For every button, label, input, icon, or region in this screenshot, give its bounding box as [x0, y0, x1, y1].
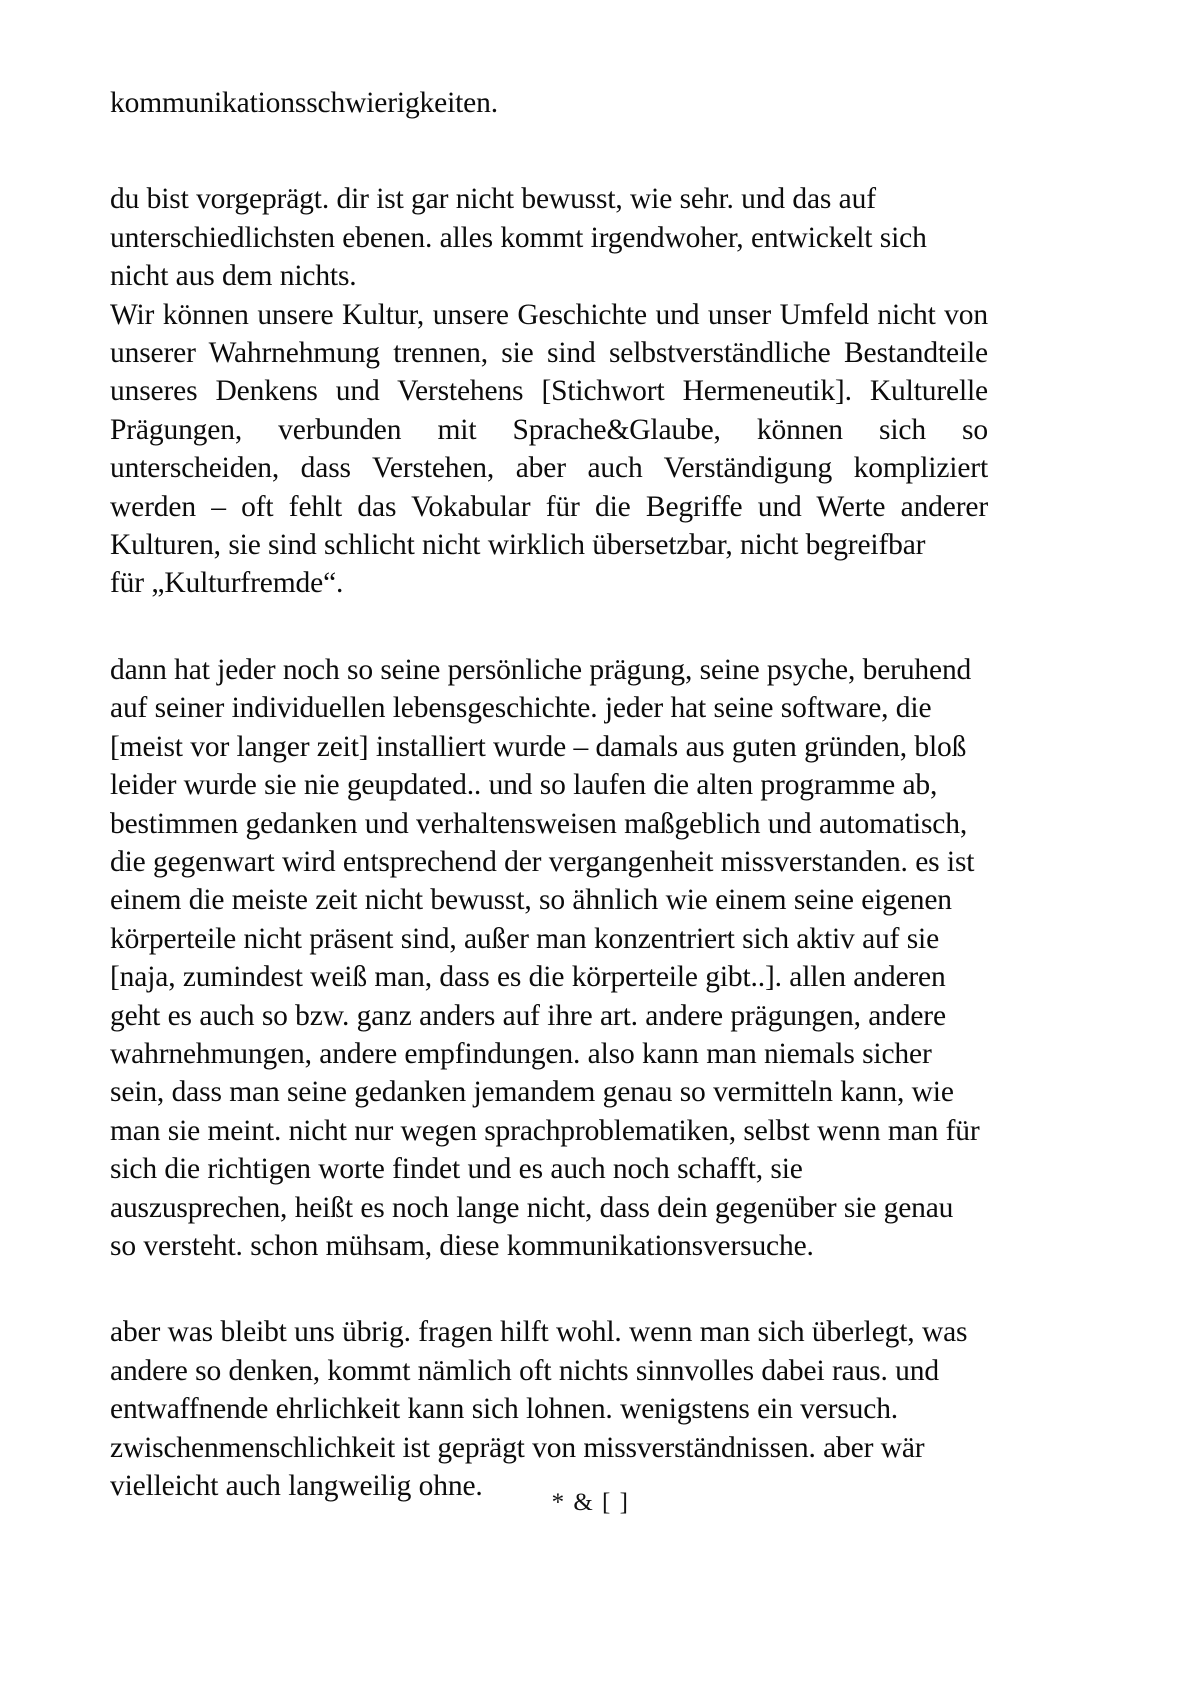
paragraph-spacer — [110, 1265, 988, 1313]
footer-mark: * & [ ] — [551, 1489, 630, 1516]
paragraph-culture-last-line: für „Kulturfremde“. — [110, 567, 344, 600]
paragraph-psyche: dann hat jeder noch so seine persönliche prägung, seine psyche, beruhend auf seiner individuellen lebensgeschichte. jeder hat seine software, die [meist vor langer zeit] installiert wurde – damals aus guten gründen, bloß leider wurde sie nie geupdated.. und so laufen die alten programme ab, bestimmen gedanken und verhaltensweisen maßgeblich und automatisch, die gegenwart wird entsprechend der vergangenheit missverstanden. es ist einem die meiste zeit nicht bewusst, so ähnlich wie einem seine eigenen körperteile nicht präsent sind, außer man konzentriert sich aktiv auf sie [naja, zumindest weiß man, dass es die körperteile gibt..]. allen anderen geht es auch so bzw. ganz anders auf ihre art. andere prägungen, andere wahrnehmungen, andere empfindungen. also kann man niemals sicher sein, dass man seine gedanken jemandem genau so vermitteln kann, wie man sie meint. nicht nur wegen sprachproblematiken, selbst wenn man für sich die richtigen worte findet und es auch noch schafft, sie auszusprechen, heißt es noch lange nicht, dass dein gegenüber sie genau so versteht. schon mühsam, diese kommunikationsversuche. — [110, 653, 980, 1262]
document-body — [110, 84, 988, 1505]
opening-line: kommunikationsschwierigkeiten. — [110, 87, 498, 119]
paragraph-culture — [110, 296, 988, 603]
paragraph-closing: aber was bleibt uns übrig. fragen hilft wohl. wenn man sich überlegt, was andere so denken, kommt nämlich oft nichts sinnvolles dabei raus. und entwaffnende ehrlichkeit kann sich lohnen. wenigstens ein versuch. zwischenmenschlichkeit ist geprägt von missverständnissen. aber wär vielleicht auch langweilig ohne. — [110, 1316, 968, 1502]
paragraph-spacer — [110, 603, 988, 651]
paragraph-intro: du bist vorgeprägt. dir ist gar nicht bewusst, wie sehr. und das auf unterschiedlichsten ebenen. alles kommt irgendwoher, entwickelt sich nicht aus dem nichts. — [110, 183, 927, 293]
paragraph-culture-text: Wir können unsere Kultur, unsere Geschichte und unser Umfeld nicht von unserer Wahrnehmung trennen, sie sind selbstverständliche Bestandteile unseres Denkens und Verstehens [Stichwort Hermeneutik]. Kulturelle Prägungen, verbunden mit Sprache&Glaube, können sich so unterscheiden, dass Verstehen, aber auch Verständigung kompliziert werden – oft fehlt das Vokabular für die Begriffe und Werte anderer Kulturen, sie sind schlicht nicht wirklich übersetzbar, nicht begreifbar — [110, 298, 988, 562]
paragraph-spacer — [110, 122, 988, 180]
